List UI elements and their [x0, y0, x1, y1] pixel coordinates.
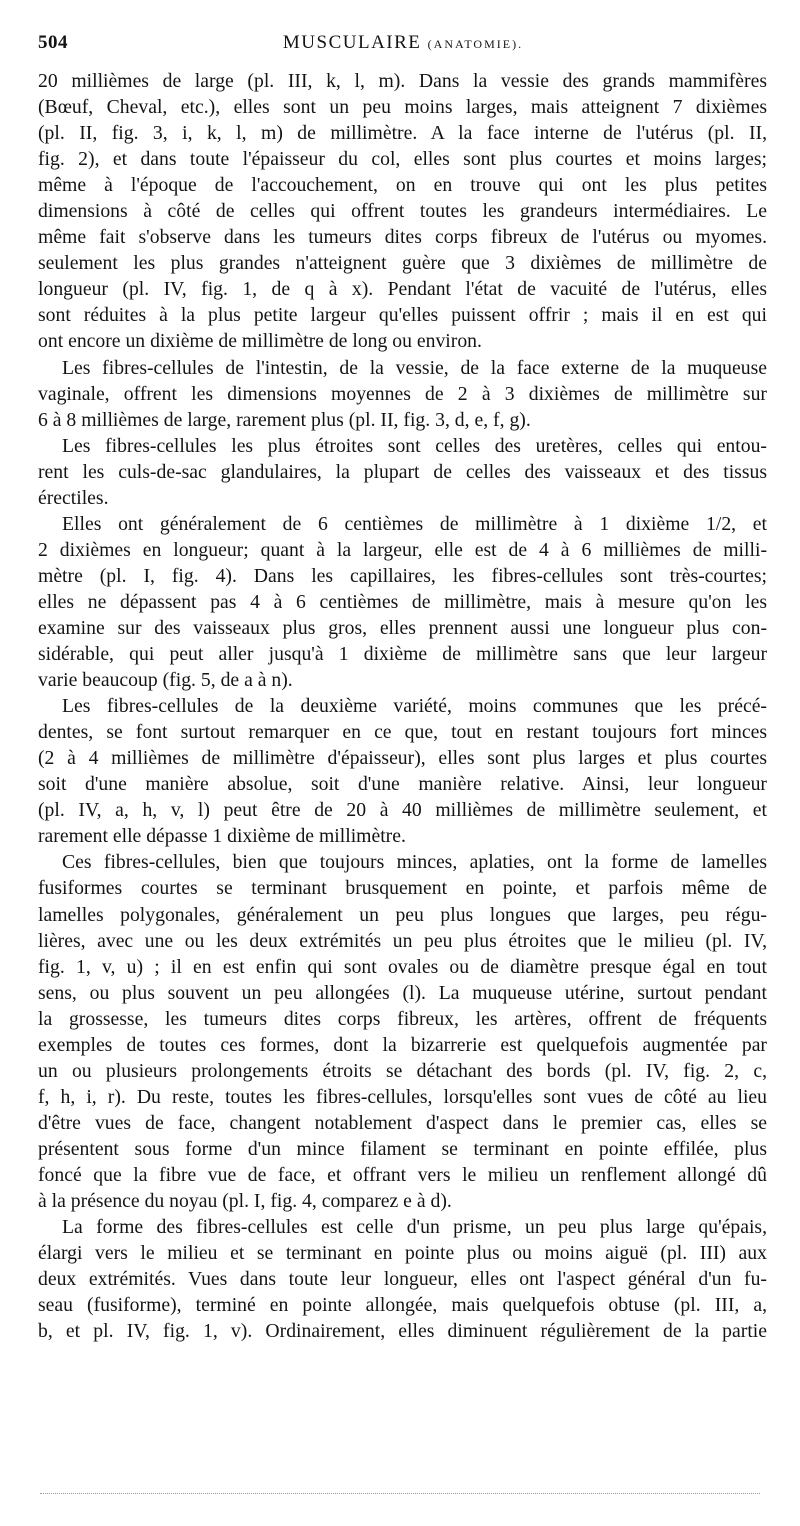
text-line: Ces fibres-cellules, bien que toujours minces, aplaties, ont la forme de lamelles: [62, 851, 767, 874]
text-line: 20 millièmes de large (pl. III, k, l, m). Dans la vessie des grands mammifères: [38, 70, 767, 92]
text-line: foncé que la fibre vue de face, et offrant vers le milieu un renflement allongé dû: [38, 1163, 767, 1186]
text-line: f, h, i, r). Du reste, toutes les fibres-cellules, lorsqu'elles sont vues de côté au lieu: [38, 1085, 767, 1108]
text-line: rent les culs-de-sac glandulaires, la plupart de celles des vaisseaux et des tissus: [38, 460, 767, 483]
text-line: lamelles polygonales, généralement un peu plus longues que larges, peu régu-: [38, 903, 767, 926]
text-line: sont réduites à la plus petite largeur qu'elles puissent offrir ; mais il en est qui: [38, 304, 767, 327]
text-line: rarement elle dépasse 1 dixième de millimètre.: [38, 825, 406, 848]
text-line: La forme des fibres-cellules est celle d'un prisme, un peu plus large qu'épais,: [62, 1216, 767, 1239]
text-line: fusiformes courtes se terminant brusquement en pointe, et parfois même de: [38, 877, 767, 900]
body-text: [38, 68, 767, 1344]
text-line: élargi vers le milieu et se terminant en pointe plus ou moins aiguë (pl. III) aux: [38, 1242, 767, 1265]
text-line: seulement les plus grandes n'atteignent guère que 3 dixièmes de millimètre de: [38, 252, 767, 275]
text-line: exemples de toutes ces formes, dont la bizarrerie est quelquefois augmentée par: [38, 1033, 767, 1056]
text-line: longueur (pl. IV, fig. 1, de q à x). Pendant l'état de vacuité de l'utérus, elles: [38, 278, 767, 301]
text-line: dentes, se font surtout remarquer en ce que, tout en restant toujours fort minces: [38, 721, 767, 744]
text-line: Les fibres-cellules les plus étroites sont celles des uretères, celles qui entou-: [62, 434, 767, 457]
text-line: seau (fusiforme), terminé en pointe allongée, mais quelquefois obtuse (pl. III, a,: [38, 1294, 767, 1317]
text-line: sidérable, qui peut aller jusqu'à 1 dixième de millimètre sans que leur largeur: [38, 643, 767, 666]
text-line: dimensions à côté de celles qui offrent toutes les grandeurs intermédiaires. Le: [38, 200, 767, 223]
text-line: même à l'époque de l'accouchement, on en trouve qui ont les plus petites: [38, 174, 767, 197]
text-line: d'être vues de face, changent notablement d'aspect dans le premier cas, elles se: [38, 1111, 767, 1134]
text-line: un ou plusieurs prolongements étroits se détachant des bords (pl. IV, fig. 2, c,: [38, 1059, 767, 1082]
text-line: (pl. II, fig. 3, i, k, l, m) de millimètre. A la face interne de l'utérus (pl. II,: [38, 122, 767, 145]
text-line: Elles ont généralement de 6 centièmes de millimètre à 1 dixième 1/2, et: [62, 512, 767, 535]
text-line: b, et pl. IV, fig. 1, v). Ordinairement, elles diminuent régulièrement de la partie: [38, 1320, 767, 1343]
footer-rule: [40, 1493, 760, 1494]
text-line: la grossesse, les tumeurs dites corps fibreux, les artères, offrent de fréquents: [38, 1007, 767, 1030]
page-number: 504: [38, 32, 68, 53]
text-line: (2 à 4 millièmes de millimètre d'épaisseur), elles sont plus larges et plus courtes: [38, 747, 767, 770]
text-line: examine sur des vaisseaux plus gros, elles prennent aussi une longueur plus con-: [38, 616, 767, 639]
text-line: soit d'une manière absolue, soit d'une manière relative. Ainsi, leur longueur: [38, 773, 767, 796]
page-header: [38, 32, 768, 58]
text-line: fig. 2), et dans toute l'épaisseur du col, elles sont plus courtes et moins larges;: [38, 148, 767, 171]
text-line: fig. 1, v, u) ; il en est enfin qui sont ovales ou de diamètre presque égal en tout: [38, 955, 767, 978]
text-line: lières, avec une ou les deux extrémités un peu plus étroites que le milieu (pl. IV,: [38, 929, 767, 952]
running-head: [38, 32, 768, 54]
text-line: 6 à 8 millièmes de large, rarement plus (pl. II, fig. 3, d, e, f, g).: [38, 408, 531, 431]
text-line: 2 dixièmes en longueur; quant à la largeur, elle est de 4 à 6 millièmes de milli-: [38, 538, 767, 561]
text-line: mètre (pl. I, fig. 4). Dans les capillaires, les fibres-cellules sont très-courtes;: [38, 564, 767, 587]
text-line: vaginale, offrent les dimensions moyennes de 2 à 3 dixièmes de millimètre sur: [38, 382, 767, 405]
text-line: elles ne dépassent pas 4 à 6 centièmes de millimètre, mais à mesure qu'on les: [38, 590, 767, 613]
text-line: Les fibres-cellules de l'intestin, de la vessie, de la face externe de la muqueuse: [62, 356, 767, 379]
text-line: (Bœuf, Cheval, etc.), elles sont un peu moins larges, mais atteignent 7 dixièmes: [38, 96, 767, 119]
text-line: sens, ou plus souvent un peu allongées (l). La muqueuse utérine, surtout pendant: [38, 981, 767, 1004]
text-line: ont encore un dixième de millimètre de long ou environ.: [38, 330, 482, 353]
text-line: érectiles.: [38, 486, 109, 509]
text-line: varie beaucoup (fig. 5, de a à n).: [38, 669, 293, 692]
running-subtitle: (ANATOMIE).: [427, 37, 524, 51]
text-line: Les fibres-cellules de la deuxième variété, moins communes que les précé-: [62, 695, 767, 718]
running-title: MUSCULAIRE: [282, 32, 422, 53]
text-line: (pl. IV, a, h, v, l) peut être de 20 à 40 millièmes de millimètre seulement, et: [38, 799, 767, 822]
text-line: même fait s'observe dans les tumeurs dites corps fibreux de l'utérus ou myomes.: [38, 226, 767, 249]
text-line: à la présence du noyau (pl. I, fig. 4, comparez e à d).: [38, 1190, 452, 1213]
text-line: présentent sous forme d'un mince filament se terminant en pointe effilée, plus: [38, 1137, 767, 1160]
text-line: deux extrémités. Vues dans toute leur longueur, elles ont l'aspect général d'un fu-: [38, 1268, 767, 1291]
